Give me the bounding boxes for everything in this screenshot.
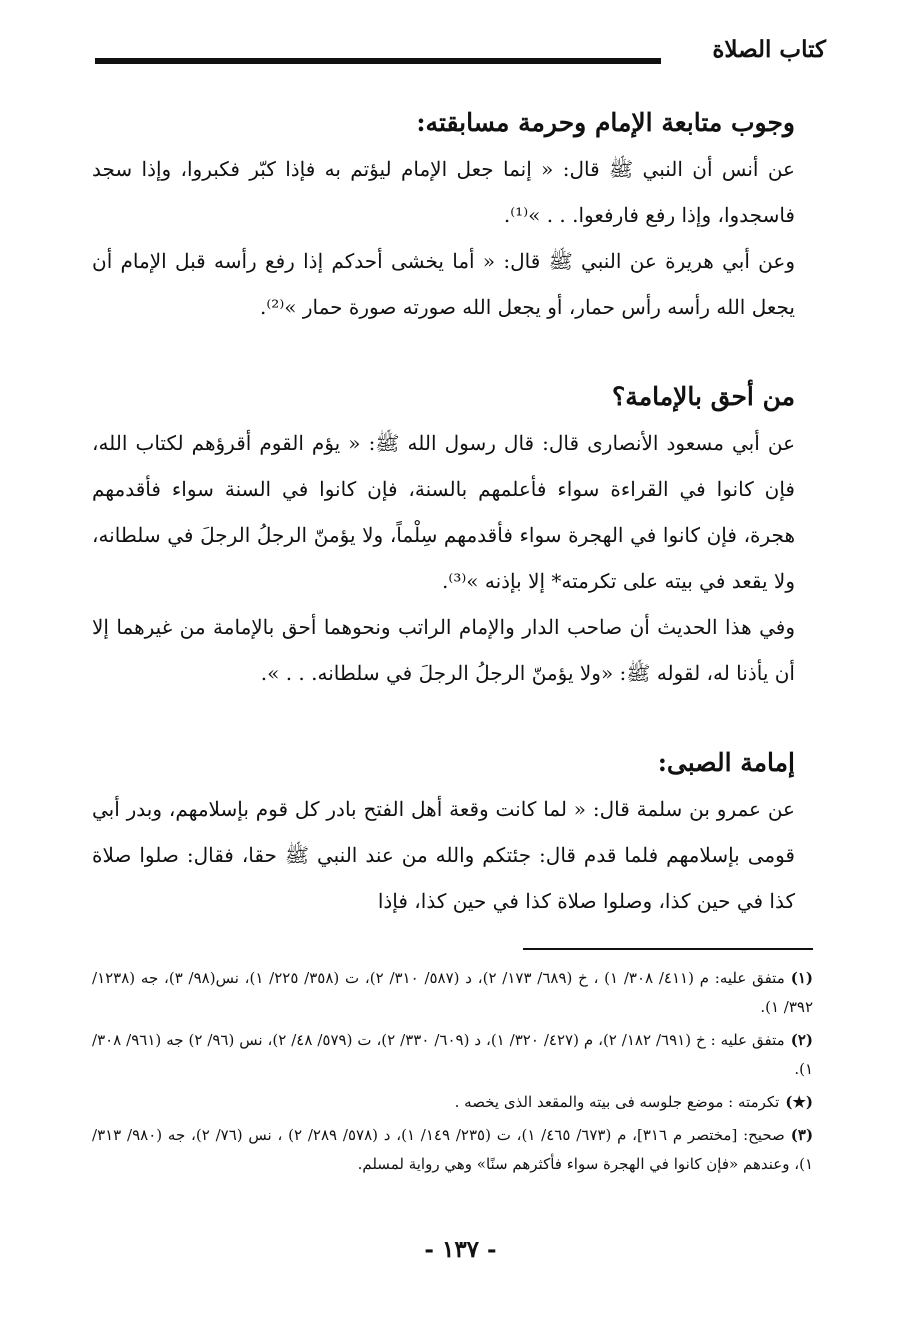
paragraph: وفي هذا الحديث أن صاحب الدار والإمام الراتب ونحوهما أحق بالإمامة من غيرهما إلا أن يأذنا له، لقوله ﷺ: «ولا يؤمنّ الرجلُ الرجلَ في سلطانه. . . ». <box>92 615 795 685</box>
running-title: كتاب الصلاة <box>712 36 826 63</box>
footnote-text: متفق عليه : خ (٦٩١/ ١٨٢/ ٢)، م (٤٢٧/ ٣٢٠/ ١)، د (٦٠٩/ ٣٣٠/ ٢)، ت (٥٧٩/ ٤٨/ ٢)، نس (٩٦/ ٢) جه (٩٦١/ ٣٠٨/ ١). <box>92 1031 813 1078</box>
section-spacer <box>92 330 795 374</box>
footnote-rule <box>523 948 813 950</box>
footnote-text: متفق عليه: م (٤١١/ ٣٠٨/ ١) ، خ (٦٨٩/ ١٧٣/ ٢)، د (٥٨٧/ ٣١٠/ ٢)، ت (٣٥٨/ ٢٢٥/ ١)، نس(٩٨/ ٣)، جه (١٢٣٨/ ٣٩٢/ ١). <box>92 969 813 1016</box>
paragraph: عن أنس أن النبي ﷺ قال: « إنما جعل الإمام ليؤتم به فإذا كبّر فكبروا، وإذا سجد فاسجدوا، وإذا رفع فارفعوا. . . »⁽¹⁾. <box>92 157 795 227</box>
footnote-number: (٣) <box>790 1126 814 1144</box>
footnote <box>92 964 813 1022</box>
section-heading-child-imam: إمامة الصبى: <box>657 748 795 777</box>
footnote <box>92 1026 813 1084</box>
paragraph: وعن أبي هريرة عن النبي ﷺ قال: « أما يخشى أحدكم إذا رفع رأسه قبل الإمام أن يجعل الله رأسه رأس حمار، أو يجعل الله صورته صورة حمار »⁽²⁾. <box>92 249 795 319</box>
section-heading-who-leads: من أحق بالإمامة؟ <box>612 382 795 411</box>
footnote <box>92 1088 813 1117</box>
footnote-text: تكرمته : موضع جلوسه فى بيته والمقعد الذى يخصه . <box>454 1093 780 1111</box>
footnote-number: (★) <box>785 1093 813 1111</box>
header-rule <box>95 58 661 64</box>
section-heading-following-imam: وجوب متابعة الإمام وحرمة مسابقته: <box>416 108 795 137</box>
paragraph: عن أبي مسعود الأنصارى قال: قال رسول الله ﷺ: « يؤم القوم أقرؤهم لكتاب الله، فإن كانوا في القراءة سواء فأعلمهم بالسنة، فإن كانوا في السنة سواء فأقدمهم هجرة، فإن كانوا في الهجرة سواء فأقدمهم سِلْماً، ولا يؤمنّ الرجلُ الرجلَ في سلطانه، ولا يقعد في بيته على تكرمته* إلا بإذنه »⁽³⁾. <box>92 431 795 593</box>
footnote <box>92 1121 813 1179</box>
page-number: - ١٣٧ - <box>424 1236 497 1263</box>
main-text <box>92 100 795 924</box>
section-spacer <box>92 696 795 740</box>
footnote-number: (٢) <box>790 1031 813 1049</box>
paragraph: عن عمرو بن سلمة قال: « لما كانت وقعة أهل الفتح بادر كل قوم بإسلامهم، وبدر أبي قومى بإسلامهم فلما قدم قال: جئتكم والله من عند النبي ﷺ حقا، فقال: صلوا صلاة كذا في حين كذا، وصلوا صلاة كذا في حين كذا، فإذا <box>92 797 795 913</box>
footnote-number: (١) <box>790 969 814 987</box>
page-header <box>95 34 826 74</box>
footnotes <box>92 948 813 1183</box>
footnote-text: صحيح: [مختصر م ٣١٦]، م (٦٧٣/ ٤٦٥/ ١)، ت (٢٣٥/ ١٤٩/ ١)، د (٥٧٨/ ٢٨٩/ ٢) ، نس (٧٦/ ٢)، جه (٩٨٠/ ٣١٣/ ١)، وعندهم «فإن كانوا في الهجرة سواء فأكثرهم سنًا» وهي رواية لمسلم. <box>92 1126 813 1173</box>
